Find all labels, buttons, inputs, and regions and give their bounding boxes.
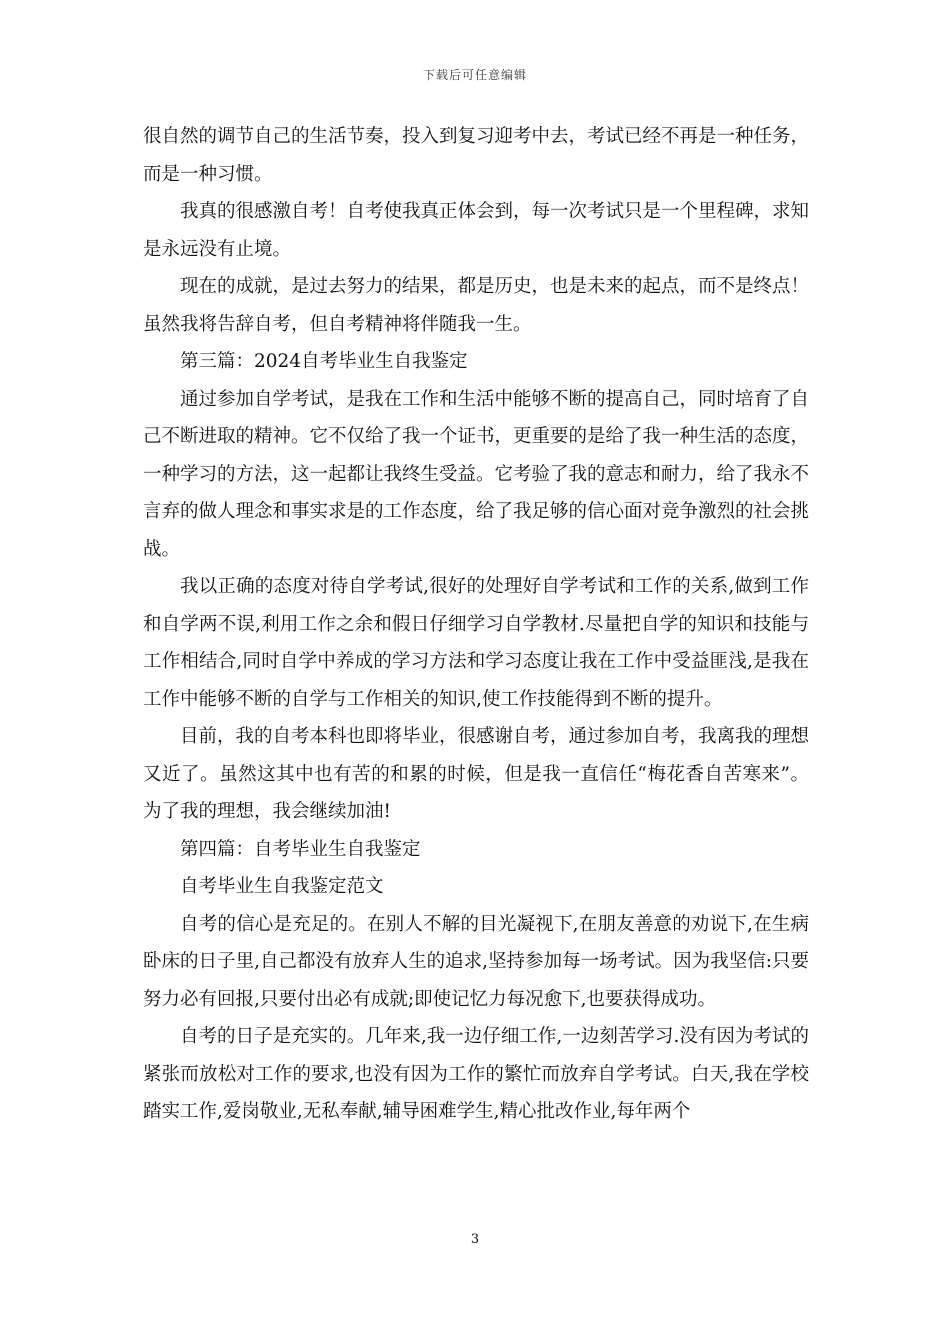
paragraph: 自考的信心是充足的。在别人不解的目光凝视下,在朋友善意的劝说下,在生病卧床的日子里,自己都没有放弃人生的追求,坚持参加每一场考试。因为我坚信:只要努力必有回报,只要付出必有成就;即使记忆力每况愈下,也要获得成功。	[143, 913, 809, 1010]
section-heading-4: 第四篇：自考毕业生自我鉴定	[180, 838, 421, 860]
paragraph: 目前，我的自考本科也即将毕业，很感谢自考，通过参加自考，我离我的理想又近了。虽然这其中也有苦的和累的时候，但是我一直信任“梅花香自苦寒来”。为了我的理想，我会继续加油!	[143, 726, 810, 822]
paragraph: 我真的很感激自考！自考使我真正体会到，每一次考试只是一个里程碑，求知是永远没有止境。	[143, 201, 810, 260]
section-heading-3: 第三篇：2024自考毕业生自我鉴定	[180, 351, 468, 372]
document-body	[143, 118, 809, 1131]
page-number: 3	[470, 1232, 480, 1247]
page-header-note: 下载后可任意编辑	[422, 68, 527, 82]
paragraph: 现在的成就，是过去努力的结果，都是历史，也是未来的起点，而不是终点！虽然我将告辞自考，但自考精神将伴随我一生。	[143, 276, 810, 335]
paragraph-continued: 很自然的调节自己的生活节奏，投入到复习迎考中去，考试已经不再是一种任务，而是一种习惯。	[143, 126, 810, 185]
paragraph: 自考的日子是充实的。几年来,我一边仔细工作,一边刻苦学习.没有因为考试的紧张而放松对工作的要求,也没有因为工作的繁忙而放弃自学考试。白天,我在学校踏实工作,爱岗敬业,无私奉献,辅导困难学生,精心批改作业,每年两个	[143, 1026, 809, 1122]
paragraph: 我以正确的态度对待自学考试,很好的处理好自学考试和工作的关系,做到工作和自学两不误,利用工作之余和假日仔细学习自学教材.尽量把自学的知识和技能与工作相结合,同时自学中养成的学习方法和学习态度让我在工作中受益匪浅,是我在工作中能够不断的自学与工作相关的知识,使工作技能得到不断的提升。	[143, 576, 809, 710]
paragraph: 通过参加自学考试，是我在工作和生活中能够不断的提高自己，同时培育了自己不断进取的精神。它不仅给了我一个证书，更重要的是给了我一种生活的态度，一种学习的方法，这一起都让我终生受益。它考验了我的意志和耐力，给了我永不言弃的做人理念和事实求是的工作态度，给了我足够的信心面对竞争激烈的社会挑战。	[143, 388, 810, 560]
subheading: 自考毕业生自我鉴定范文	[180, 876, 384, 897]
